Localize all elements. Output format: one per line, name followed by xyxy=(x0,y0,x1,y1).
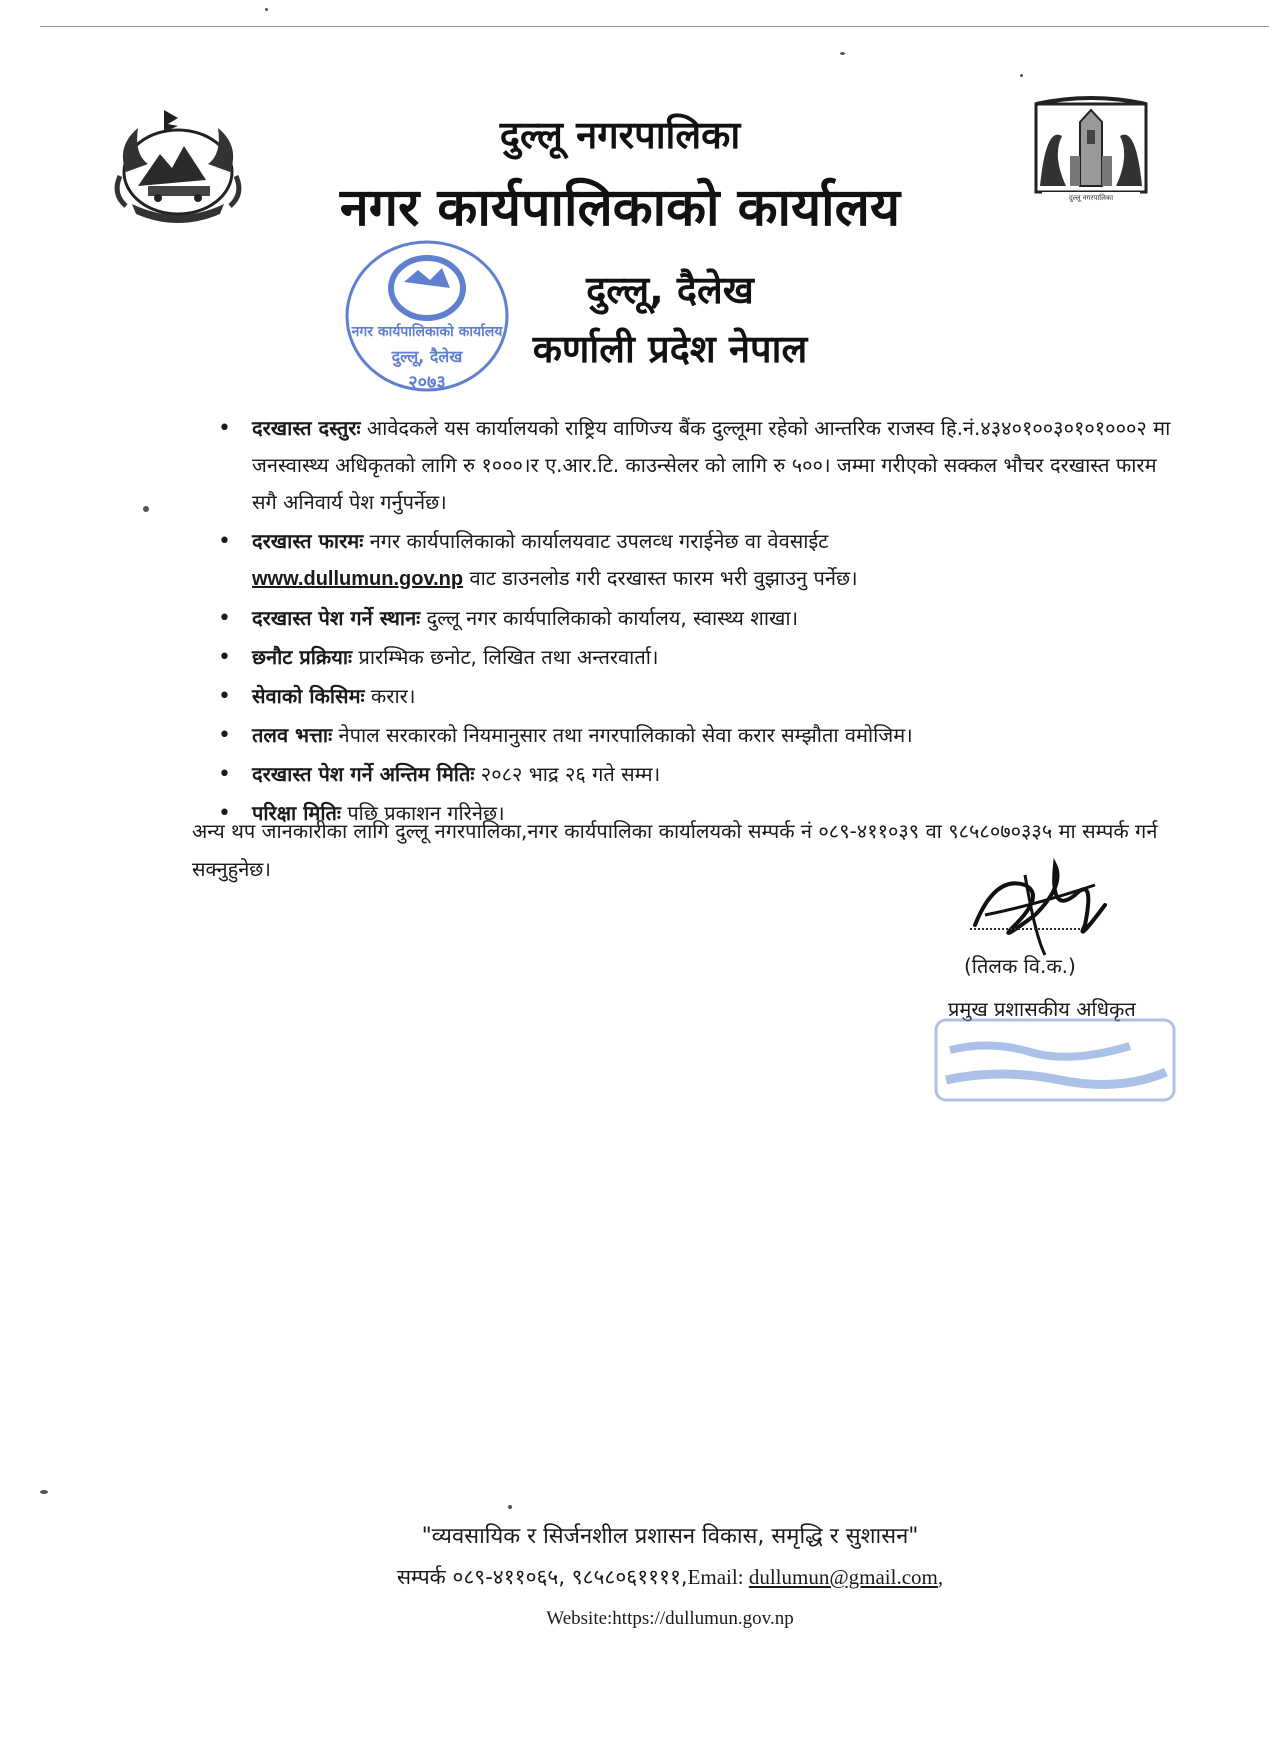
footer-slogan: "व्यवसायिक र सिर्जनशील प्रशासन विकास, समृद्धि र सुशासन" xyxy=(421,1524,919,1549)
item-text: नगर कार्यपालिकाको कार्यालयवाट उपलव्ध गराईनेछ वा वेवसाईट xyxy=(363,529,829,553)
item-label: दरखास्त दस्तुरः xyxy=(252,416,361,440)
list-item-submission-place xyxy=(212,600,1187,637)
contact-note: अन्य थप जानकारीका लागि दुल्लू नगरपालिका,नगर कार्यपालिका कार्यालयको सम्पर्क नं ०८९-४११०३९ वा ९८५८०७०३३५ मा सम्पर्क गर्न सक्नुहुनेछ। xyxy=(192,819,1158,881)
item-label: तलव भत्ताः xyxy=(252,723,333,747)
scan-speck xyxy=(840,52,845,55)
list-item-application-form xyxy=(212,523,1187,598)
nepal-emblem-icon xyxy=(108,106,248,232)
item-label: परिक्षा मितिः xyxy=(252,801,341,825)
item-text: २०८२ भाद्र २६ गते सम्म। xyxy=(474,762,661,786)
office-location: दुल्लू, दैलेख xyxy=(586,268,754,312)
list-item-selection-process xyxy=(212,639,1187,676)
item-text: नेपाल सरकारको नियमानुसार तथा नगरपालिकाको सेवा करार सम्झौता वमोजिम। xyxy=(332,723,913,747)
list-item-application-fee xyxy=(212,410,1187,521)
item-label: छनौट प्रक्रियाः xyxy=(252,645,353,669)
scan-speck xyxy=(40,1490,48,1494)
item-label: दरखास्त पेश गर्ने अन्तिम मितिः xyxy=(252,762,475,786)
item-text: प्रारम्भिक छनोट, लिखित तथा अन्तरवार्ता। xyxy=(352,645,659,669)
footer-email-link[interactable]: dullumun@gmail.com xyxy=(748,1565,938,1589)
logo-caption: दुल्लू नगरपालिका xyxy=(1068,194,1114,202)
signatory-title: प्रमुख प्रशासकीय अधिकृत xyxy=(948,997,1136,1021)
list-item-deadline xyxy=(212,756,1187,793)
signature-dotted-line xyxy=(970,928,1080,930)
office-seal-stamp xyxy=(338,232,516,410)
scan-speck xyxy=(265,8,268,11)
seal-text-location: दुल्लू, दैलेख xyxy=(391,347,463,366)
item-label: दरखास्त फारमः xyxy=(252,529,364,553)
item-text: आवेदकले यस कार्यालयको राष्ट्रिय वाणिज्य बैंक दुल्लूमा रहेको आन्तरिक राजस्व हि.नं.४३४०१००३०१०१०००२ मा जनस्वास्थ्य अधिकृतको लागि रु १०००।र ए.आर.टि. काउन्सेलर को लागि रु ५००। जम्मा गरीएको सक्कल भौचर दरखास्त फारम सगै अनिवार्य पेश गर्नुपर्नेछ। xyxy=(252,416,1171,514)
item-text-continued: वाट डाउनलोड गरी दरखास्त फारम भरी वुझाउनु पर्नेछ। xyxy=(463,566,858,590)
scan-speck xyxy=(508,1505,512,1509)
notice-items-list xyxy=(212,410,1187,834)
officer-stamp-image xyxy=(930,1010,1180,1110)
item-label: दरखास्त पेश गर्ने स्थानः xyxy=(252,606,421,630)
list-item-salary xyxy=(212,717,1187,754)
item-text: दुल्लू नगर कार्यपालिकाको कार्यालय, स्वास्थ्य शाखा। xyxy=(420,606,799,630)
scan-speck xyxy=(1020,74,1023,77)
municipality-logo-icon xyxy=(1032,96,1150,208)
item-text: करार। xyxy=(364,684,416,708)
municipality-name: दुल्लू नगरपालिका xyxy=(499,113,741,157)
scan-speck xyxy=(143,506,149,512)
footer-website[interactable]: Website:https://dullumun.gov.np xyxy=(546,1608,794,1629)
footer-email-suffix: , xyxy=(937,1565,944,1589)
seal-text-year: २०७३ xyxy=(408,372,446,393)
item-text: पछि प्रकाशन गरिनेछ। xyxy=(340,801,505,825)
item-label: सेवाको किसिमः xyxy=(252,684,365,708)
signatory-name: (तिलक वि.क.) xyxy=(964,954,1076,978)
top-rule xyxy=(40,26,1269,27)
footer-phone: सम्पर्क ०८९-४११०६५, ९८५८०६११११, xyxy=(396,1565,688,1589)
seal-text-office: नगर कार्यपालिकाको कार्यालय xyxy=(351,324,503,340)
footer-contact xyxy=(240,1563,1100,1591)
footer-email-label: Email: xyxy=(687,1565,749,1589)
list-item-service-type xyxy=(212,678,1187,715)
province-line: कर्णाली प्रदेश नेपाल xyxy=(532,327,808,371)
signature-image xyxy=(955,855,1125,965)
office-title: नगर कार्यपालिकाको कार्यालय xyxy=(339,178,901,238)
website-link[interactable]: www.dullumun.gov.np xyxy=(252,568,464,590)
